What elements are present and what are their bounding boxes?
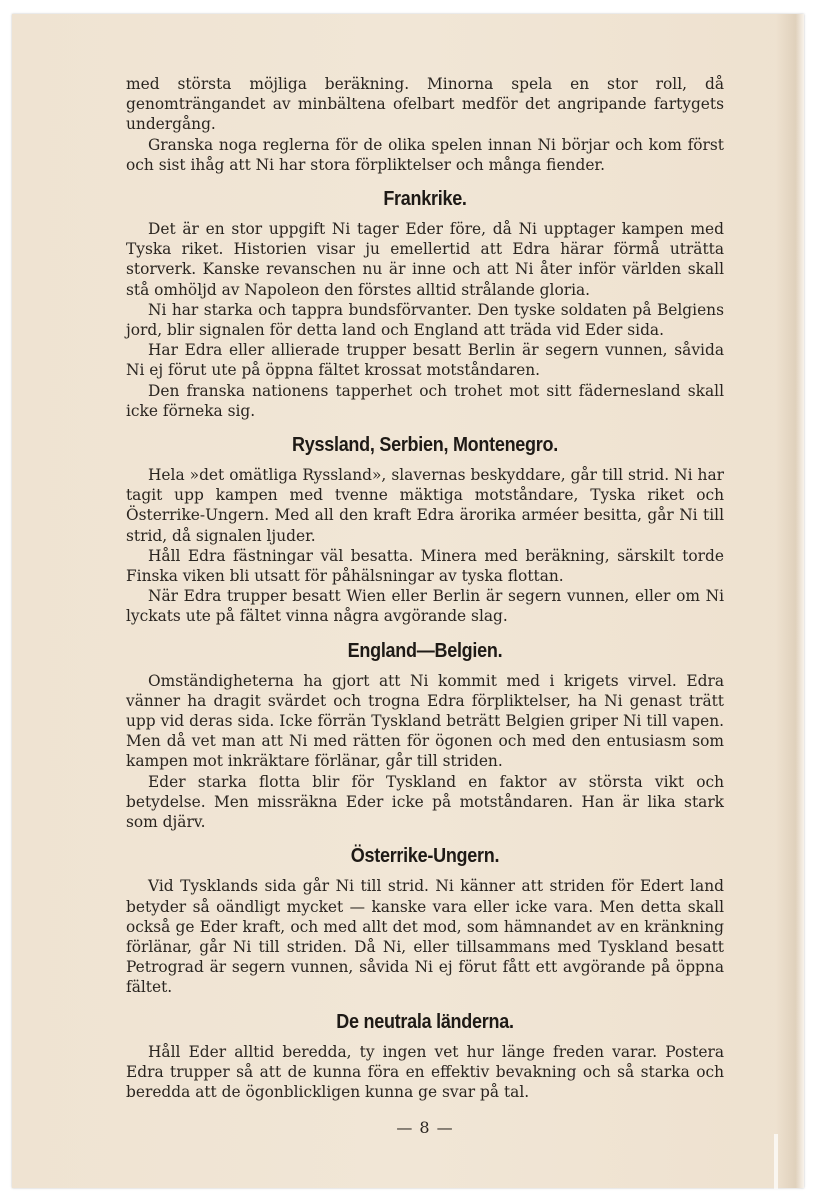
section-heading-frankrike: Frankrike.: [383, 188, 467, 211]
paragraph: Det är en stor uppgift Ni tager Eder före, då Ni upptager kampen med Tyska riket. Historien visar ju emellertid att Edra härar förmå uträtta storverk. Kanske revanschen nu är inne och att Ni åter inför världen skall stå omhöljd av Napoleon den förstes alltid strålande gloria.: [126, 220, 724, 299]
paragraph: Hela »det omätliga Ryssland», slavernas beskyddare, går till strid. Ni har tagit upp kampen med tvenne mäktiga motståndare, Tyska riket och Österrike-Ungern. Med all den kraft Edra ärorika arméer besitta, går Ni till strid, då signalen ljuder.: [126, 466, 724, 545]
intro-paragraph: Granska noga reglerna för de olika spelen innan Ni börjar och kom först och sist ihåg att Ni har stora förpliktelser och många fiender.: [126, 135, 724, 174]
paragraph: Håll Edra fästningar väl besatta. Minera med beräkning, särskilt torde Finska viken bli utsatt för påhälsningar av tyska flottan.: [126, 546, 724, 586]
paragraph: Omständigheterna ha gjort att Ni kommit med i krigets virvel. Edra vänner ha dragit svärdet och trogna Edra förpliktelser, ha Ni genast trätt upp vid deras sida. Icke förrän Tyskland beträtt Belgien griper Ni till vapen. Men då vet man att Ni med rätten för ögonen och med den entusiasm som kampen mot inkräktare förlänar, går till striden.: [126, 671, 724, 771]
paragraph: Ni har starka och tappra bundsförvanter. Den tyske soldaten på Belgiens jord, blir signalen för detta land och England att träda vid Eder sida.: [126, 300, 724, 340]
intro-paragraph: med största möjliga beräkning. Minorna spela en stor roll, då genomträngandet av minbältena ofelbart medför det angripande fartygets undergång.: [126, 75, 724, 134]
section-heading-ryssland: Ryssland, Serbien, Montenegro.: [292, 434, 558, 457]
paper-fold-mark: [774, 1134, 778, 1189]
page-content: [126, 74, 724, 1138]
section-heading-osterrike-ungern: Österrike-Ungern.: [350, 845, 500, 868]
section-heading-england-belgien: England—Belgien.: [347, 639, 503, 662]
paper-edge-shadow: [776, 14, 804, 1188]
paragraph: Har Edra eller allierade trupper besatt Berlin är segern vunnen, såvida Ni ej förut ute på öppna fältet krossat motståndaren.: [126, 341, 724, 380]
paragraph: Eder starka flotta blir för Tyskland en faktor av största vikt och betydelse. Men missräkna Eder icke på motståndaren. Han är lika stark som djärv.: [126, 772, 724, 832]
paragraph: Håll Eder alltid beredda, ty ingen vet hur länge freden varar. Postera Edra trupper så att de kunna föra en effektiv bevakning och så starka och beredda att de ögonblickligen kunna ge svar på tal.: [126, 1042, 724, 1101]
paragraph: Vid Tysklands sida går Ni till strid. Ni känner att striden för Edert land betyder så oändligt mycket — kanske vara eller icke vara. Men detta skall också ge Eder kraft, och med allt det mod, som hämnandet av en kränkning förlänar, går Ni till striden. Då Ni, eller tillsammans med Tyskland besatt Petrograd är segern vunnen, såvida Ni ej förut fått ett avgörande på öppna fältet.: [126, 877, 724, 997]
section-heading-neutrala-landerna: De neutrala länderna.: [336, 1010, 514, 1033]
paragraph: Den franska nationens tapperhet och trohet mot sitt fädernesland skall icke förneka sig.: [126, 381, 724, 420]
page-number: — 8 —: [396, 1118, 454, 1138]
paragraph: När Edra trupper besatt Wien eller Berlin är segern vunnen, eller om Ni lyckats ute på fältet vinna några avgörande slag.: [126, 587, 724, 626]
